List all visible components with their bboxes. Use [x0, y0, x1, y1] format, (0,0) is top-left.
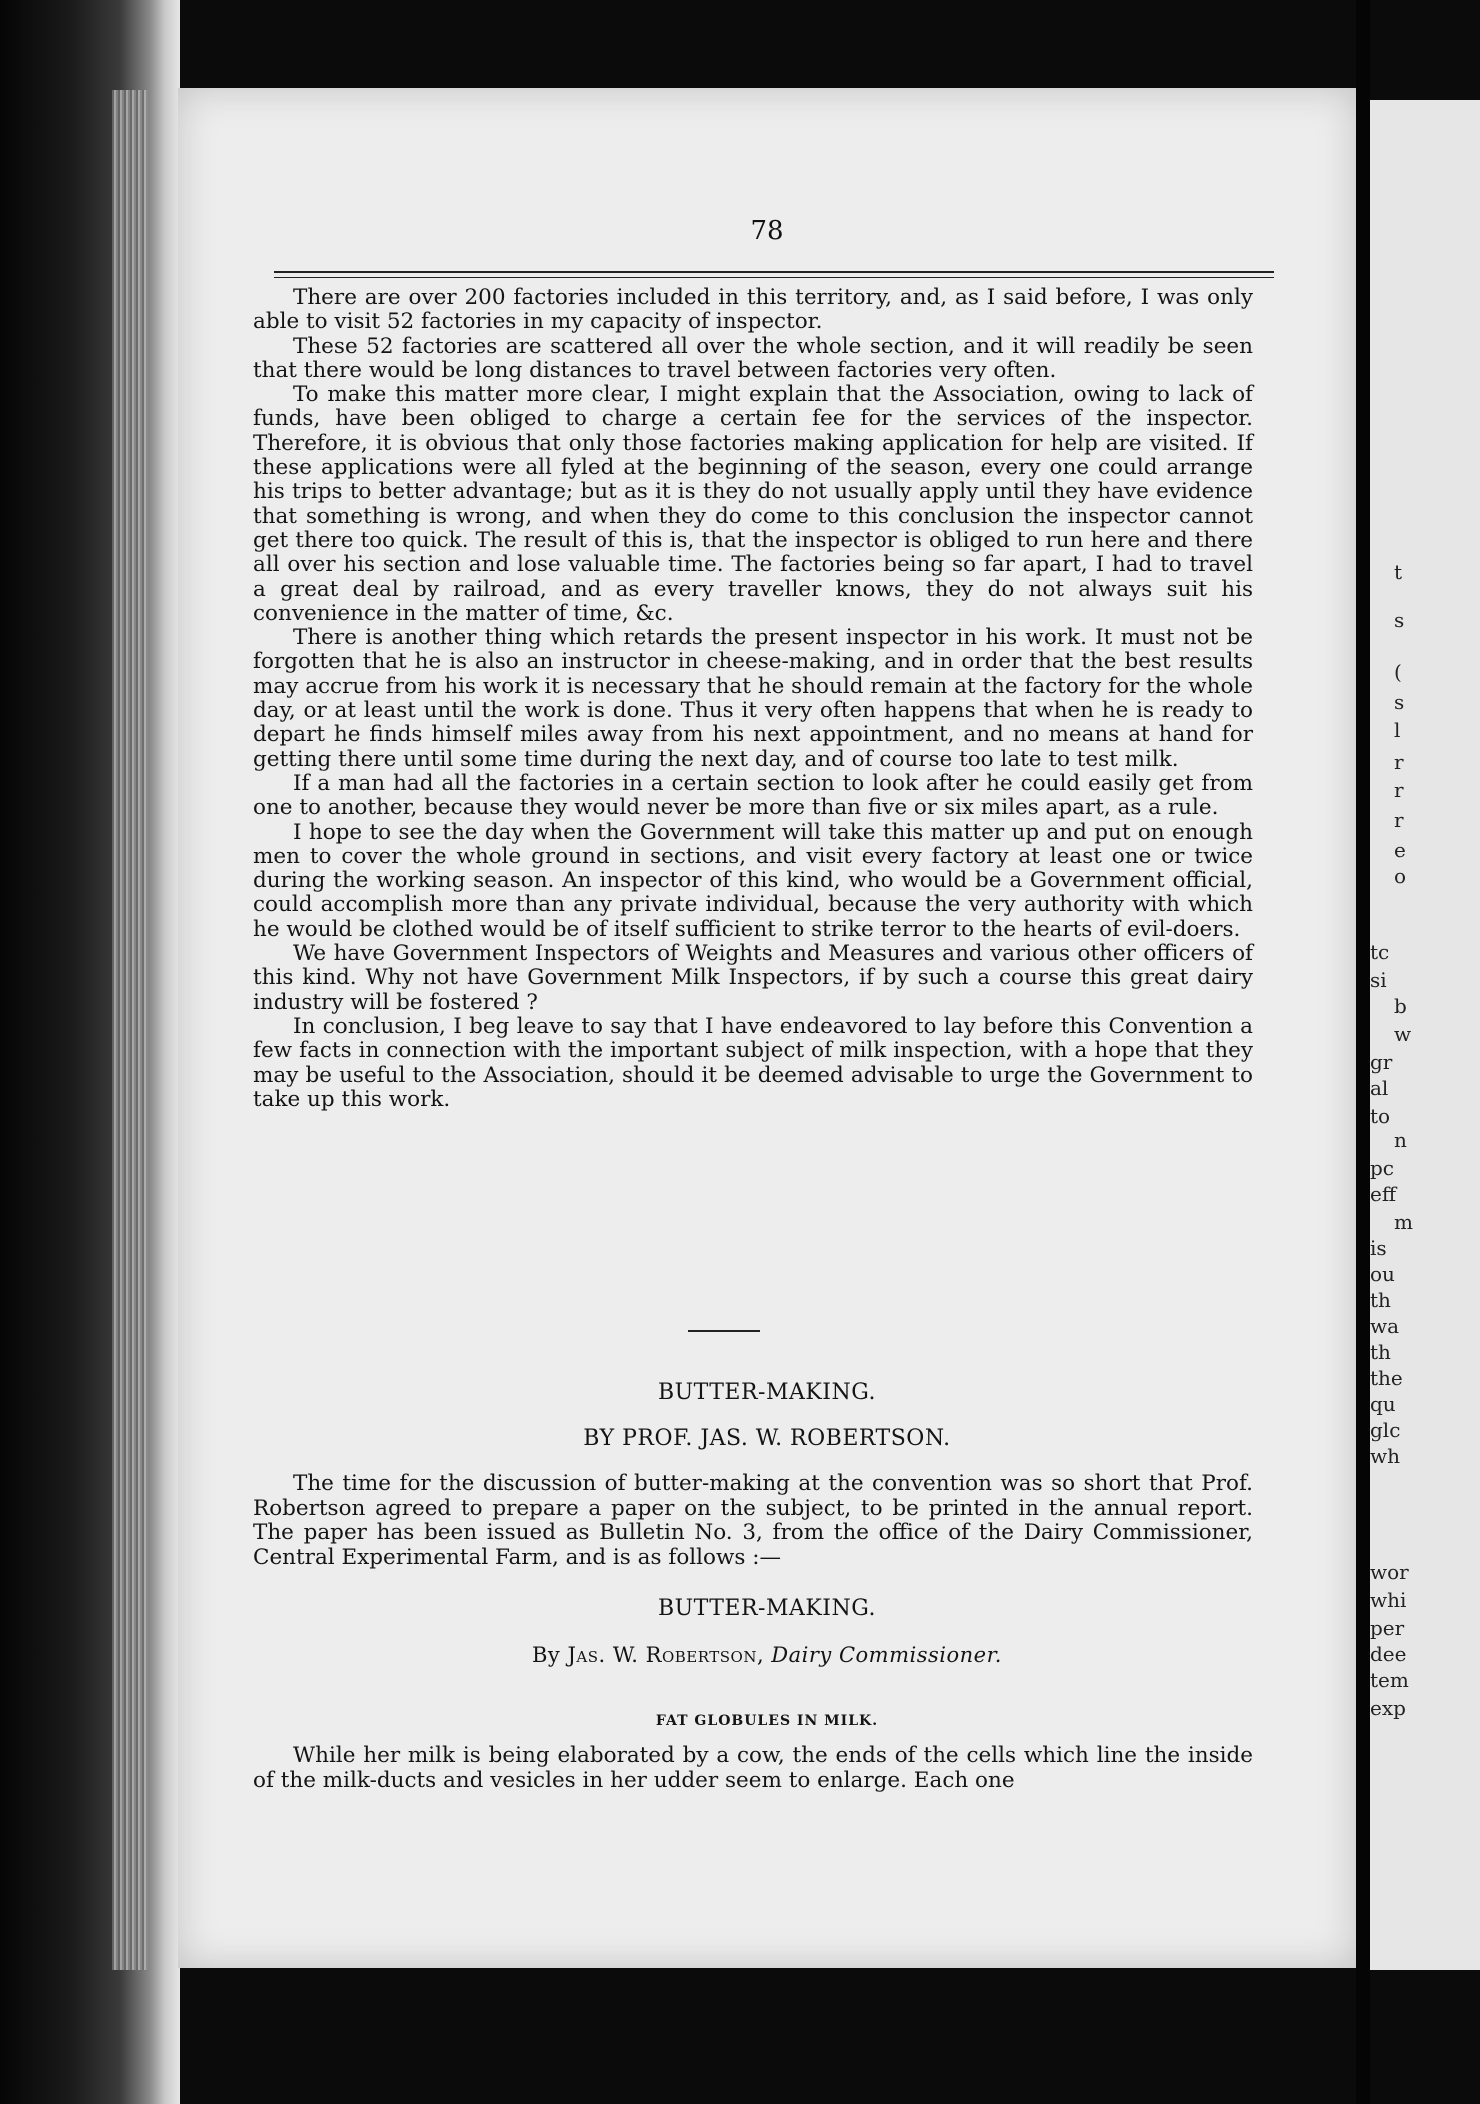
byline-author: Jas. W. Robertson,: [567, 1643, 765, 1667]
facing-page-fragment: glc: [1370, 1418, 1401, 1442]
facing-page-fragment: s: [1394, 608, 1405, 632]
paragraph: I hope to see the day when the Government will take this matter up and put on enough men to cover the whole ground in sections, and visit every factory at least one or twice during the working season. An inspector of this kind, who would be a Government official, could accomplish more than any private individual, because the very authority with which he would be clothed would be of itself sufficient to strike terror to the hearts of evil-doers.: [253, 819, 1253, 942]
facing-page-fragment: eff: [1370, 1182, 1397, 1206]
facing-page-fragment: e: [1394, 838, 1406, 862]
facing-page-fragment: (: [1394, 660, 1402, 684]
facing-page-fragment: dee: [1370, 1642, 1407, 1666]
facing-page-fragment: gr: [1370, 1050, 1393, 1074]
facing-page-fragment: si: [1370, 968, 1387, 992]
facing-page-fragment: r: [1394, 750, 1404, 774]
byline-role: Dairy Commissioner.: [764, 1643, 1002, 1667]
paragraph: To make this matter more clear, I might explain that the Association, owing to lack of funds, have been obliged to charge a certain fee for the services of the inspector. Therefore, it is obvious that only those factories making application for help are visited. If these applications were all fyled at the beginning of the season, every one could arrange his trips to better advantage; but as it is they do not usually apply until they have evidence that something is wrong, and when they do come to this conclusion the inspector cannot get there too quick. The result of this is, that the inspector is obliged to run here and there all over his section and lose valuable time. The factories being so far apart, I had to travel a great deal by railroad, and as every traveller knows, they do not always suit his convenience in the matter of time, &c.: [253, 382, 1253, 626]
facing-page-fragment: wor: [1370, 1560, 1409, 1584]
subheading: FAT GLOBULES IN MILK.: [655, 1713, 879, 1729]
facing-page-fragment: to: [1370, 1104, 1391, 1128]
paragraph: We have Government Inspectors of Weights and Measures and various other officers of this kind. Why not have Government Milk Inspectors, if by such a course this great dairy industry will be fostered ?: [253, 941, 1253, 1015]
facing-page-fragment: al: [1370, 1076, 1389, 1100]
facing-page-fragment: l: [1394, 718, 1401, 742]
facing-page-fragment: r: [1394, 778, 1404, 802]
page-gutter: [1356, 0, 1370, 2104]
section-intro: [253, 1472, 1253, 1570]
facing-page-fragment: s: [1394, 690, 1405, 714]
facing-page-fragment: m: [1394, 1210, 1413, 1234]
facing-page-fragment: qu: [1370, 1392, 1396, 1416]
facing-page-fragment: whi: [1370, 1588, 1407, 1612]
paragraph: While her milk is being elaborated by a cow, the ends of the cells which line the inside of the milk-ducts and vesicles in her udder seem to enlarge. Each one: [253, 1743, 1253, 1793]
section-title: BUTTER-MAKING.: [657, 1380, 877, 1405]
book-binding: [0, 0, 180, 2104]
header-rule: [274, 271, 1274, 273]
facing-page-fragment: th: [1370, 1288, 1391, 1312]
facing-page-fragment: th: [1370, 1340, 1391, 1364]
facing-page-fragment: tem: [1370, 1668, 1409, 1692]
facing-page-fragment: n: [1394, 1128, 1407, 1152]
paragraph: There are over 200 factories included in this territory, and, as I said before, I was only able to visit 52 factories in my capacity of inspector.: [253, 285, 1253, 335]
facing-page-fragment: wh: [1370, 1444, 1400, 1468]
facing-page-fragment: pc: [1370, 1156, 1395, 1180]
header-rule-thin: [274, 277, 1274, 278]
facing-page-fragment: r: [1394, 808, 1404, 832]
section-divider: [688, 1330, 760, 1332]
facing-page-fragment: wa: [1370, 1314, 1400, 1338]
fat-globules-text: [253, 1743, 1253, 1793]
facing-page-fragment: ou: [1370, 1262, 1395, 1286]
paragraph: There is another thing which retards the present inspector in his work. It must not be forgotten that he is also an instructor in cheese-making, and in order that the best results may accrue from his work it is necessary that he should remain at the factory for the whole day, or at least until the work is done. Thus it very often happens that when he is ready to depart he finds himself miles away from his next appointment, and no means at hand for getting there until some time during the next day, and of course too late to test milk.: [253, 625, 1253, 772]
scanned-page: [178, 88, 1356, 1968]
byline-prefix: By: [532, 1643, 568, 1667]
paragraph: These 52 factories are scattered all over the whole section, and it will readily be seen that there would be long distances to travel between factories very often.: [253, 333, 1253, 383]
paragraph: If a man had all the factories in a certain section to look after he could easily get from one to another, because they would never be more than five or six miles apart, as a rule.: [253, 770, 1253, 821]
facing-page-fragment: exp: [1370, 1696, 1406, 1720]
intro-paragraph: The time for the discussion of butter-making at the convention was so short that Prof. Robertson agreed to prepare a paper on the subject, to be printed in the annual report. The paper has been issued as Bulletin No. 3, from the office of the Dairy Commissioner, Central Experimental Farm, and is as follows :—: [253, 1471, 1253, 1570]
report-body: [253, 286, 1253, 1112]
facing-page-fragment: w: [1394, 1022, 1412, 1046]
facing-page-fragment: tc: [1370, 940, 1390, 964]
facing-page-fragment: t: [1394, 560, 1403, 584]
facing-page-fragment: per: [1370, 1616, 1405, 1640]
facing-page-fragment: the: [1370, 1366, 1403, 1390]
paragraph: In conclusion, I beg leave to say that I have endeavored to lay before this Convention a few facts in connection with the important subject of milk inspection, with a hope that they may be useful to the Association, should it be deemed advisable to urge the Government to take up this work.: [253, 1013, 1253, 1112]
bulletin-byline: [178, 1643, 1356, 1667]
facing-page-fragment: is: [1370, 1236, 1387, 1260]
facing-page-fragment: b: [1394, 994, 1407, 1018]
facing-page-edge: [1370, 100, 1480, 1970]
page-number: 78: [750, 216, 784, 246]
facing-page-fragment: o: [1394, 864, 1407, 888]
bulletin-title: BUTTER-MAKING.: [657, 1596, 877, 1621]
section-author: BY PROF. JAS. W. ROBERTSON.: [583, 1426, 951, 1451]
